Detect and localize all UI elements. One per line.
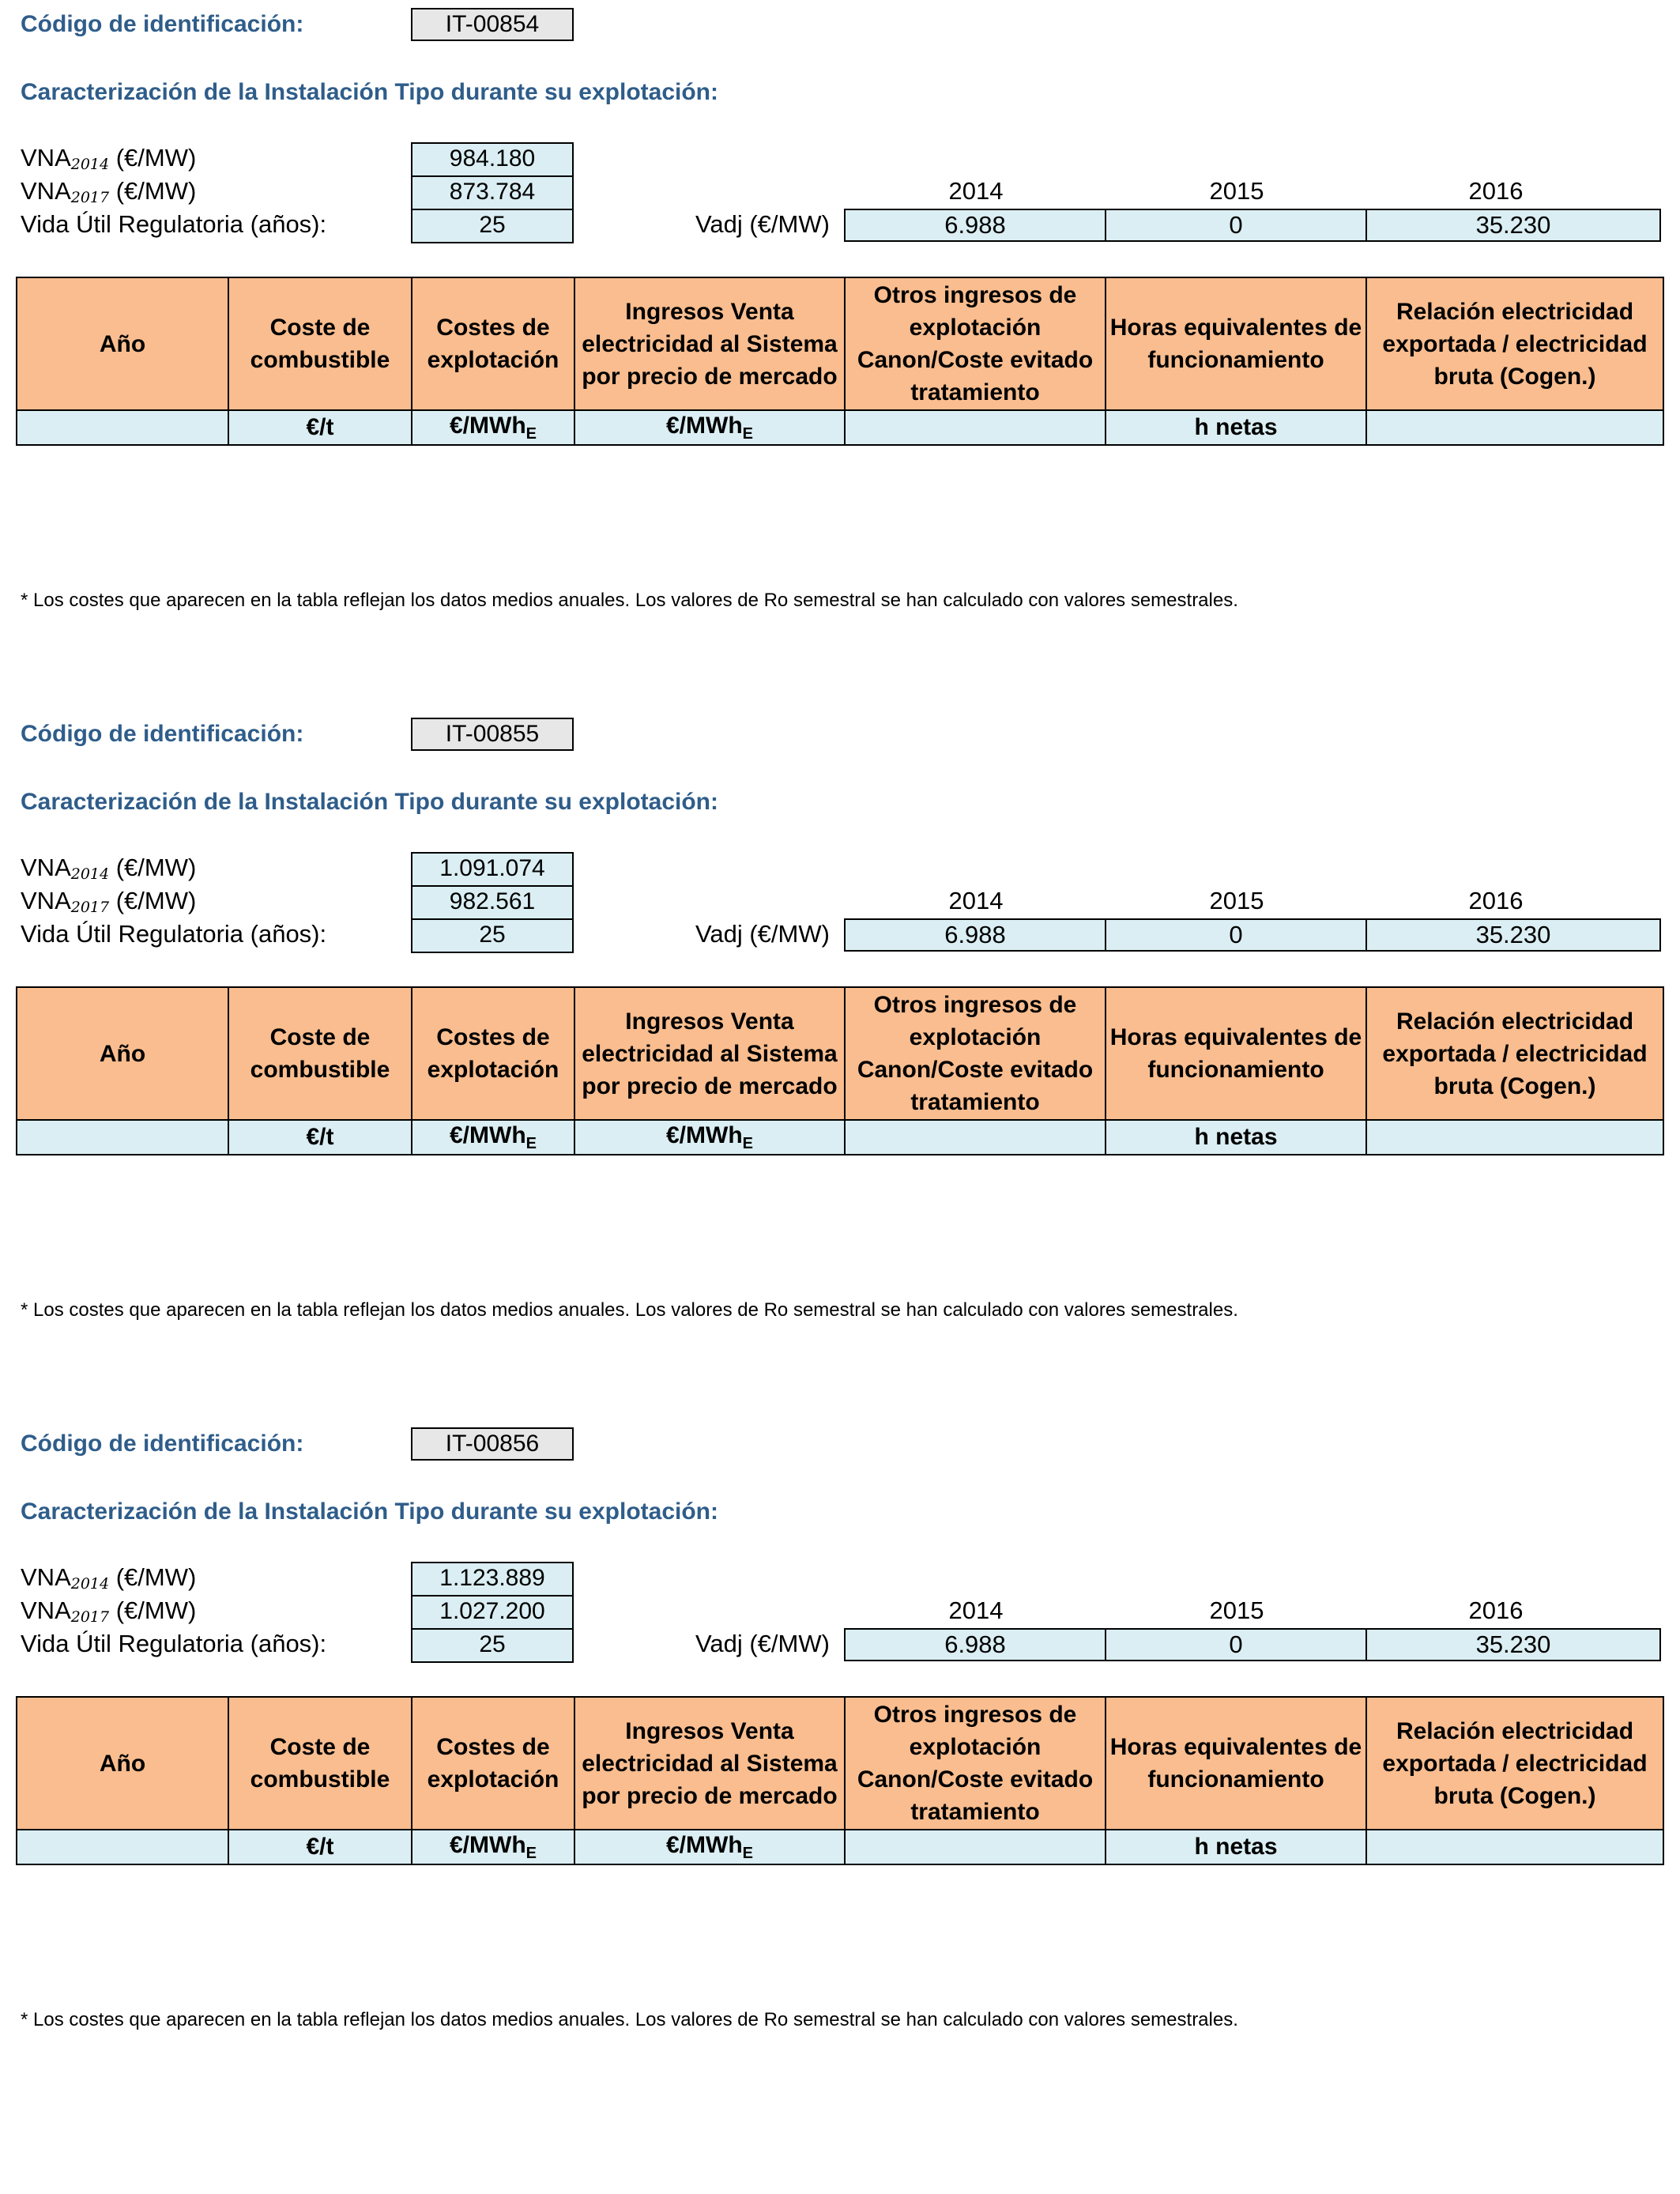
table-header-row: [17, 277, 1663, 410]
vida-util-value: 25: [411, 1628, 574, 1663]
unit-h-netas: h netas: [1106, 1120, 1366, 1155]
units-row: [17, 1830, 1663, 1864]
vadj-2016-value: 35.230: [1365, 1628, 1661, 1661]
col-header-horas-equivalentes: Horas equivalentes de funcionamiento: [1106, 987, 1366, 1120]
vadj-2015-value: 0: [1105, 1628, 1367, 1661]
vna2014-label: $VNA_{2014}$ (€/MW): [21, 854, 197, 883]
unit-h-netas: h netas: [1106, 410, 1366, 445]
vadj-label: Vadj (€/MW): [695, 210, 830, 238]
vida-util-label: Vida Útil Regulatoria (años):: [21, 210, 327, 238]
caracterizacion-heading: Caracterización de la Instalación Tipo durante su explotación:: [21, 1498, 718, 1525]
vadj-2014-value: 6.988: [844, 1628, 1106, 1661]
unit-empty: [17, 1120, 228, 1155]
codigo-label: Código de identificación:: [21, 1431, 304, 1457]
vna2017-value: 873.784: [411, 175, 574, 210]
vna2017-label: $VNA_{2017}$ (€/MW): [21, 887, 197, 916]
vadj-2016-value: 35.230: [1365, 918, 1661, 952]
codigo-label: Código de identificación:: [21, 721, 304, 747]
year-2014-header: 2014: [948, 1596, 1004, 1624]
caracterizacion-heading: Caracterización de la Instalación Tipo durante su explotación:: [21, 789, 718, 815]
vna2014-value: 1.123.889: [411, 1562, 574, 1596]
footnote: * Los costes que aparecen en la tabla reflejan los datos medios anuales. Los valores de Ro semestral se han calculado con valores semestrales.: [21, 1299, 1238, 1321]
year-2016-header: 2016: [1468, 1596, 1524, 1624]
costs-table: [16, 277, 1664, 446]
vna2014-label: $VNA_{2014}$ (€/MW): [21, 144, 197, 173]
col-header-relacion-electricidad: Relación electricidad exportada / electricidad bruta (Cogen.): [1366, 1697, 1663, 1830]
vadj-label: Vadj (€/MW): [695, 1630, 830, 1657]
vadj-values: [846, 209, 1661, 242]
year-2015-header: 2015: [1209, 1596, 1264, 1624]
unit-eur-mwh: €/MWh$_E$: [412, 1830, 574, 1864]
vna2017-value: 1.027.200: [411, 1595, 574, 1630]
unit-eur-mwh: €/MWh$_E$: [412, 410, 574, 445]
unit-empty: [845, 1120, 1106, 1155]
col-header-coste-combustible: Coste de combustible: [228, 987, 412, 1120]
units-row: [17, 1120, 1663, 1155]
year-2014-header: 2014: [948, 887, 1004, 914]
col-header-relacion-electricidad: Relación electricidad exportada / electricidad bruta (Cogen.): [1366, 277, 1663, 410]
vadj-2016-value: 35.230: [1365, 209, 1661, 242]
costs-table: [16, 986, 1664, 1155]
unit-empty: [1366, 1120, 1663, 1155]
col-header-ingresos-venta: Ingresos Venta electricidad al Sistema por precio de mercado: [574, 277, 845, 410]
code-box: IT-00854: [411, 8, 574, 41]
year-2016-header: 2016: [1468, 177, 1524, 205]
col-header-costes-explotacion: Costes de explotación: [412, 987, 574, 1120]
unit-h-netas: h netas: [1106, 1830, 1366, 1864]
vida-util-value: 25: [411, 209, 574, 243]
col-header-otros-ingresos: Otros ingresos de explotación Canon/Coste evitado tratamiento: [845, 987, 1106, 1120]
unit-eur-t: €/t: [228, 1120, 412, 1155]
unit-empty: [17, 410, 228, 445]
unit-eur-mwh: €/MWh$_E$: [412, 1120, 574, 1155]
vadj-values: [846, 1628, 1661, 1661]
vna2017-label: $VNA_{2017}$ (€/MW): [21, 177, 197, 206]
vida-util-label: Vida Útil Regulatoria (años):: [21, 1630, 327, 1657]
col-header-coste-combustible: Coste de combustible: [228, 1697, 412, 1830]
installation-section: [0, 1419, 1680, 2115]
vida-util-label: Vida Útil Regulatoria (años):: [21, 920, 327, 948]
col-header-anio: Año: [17, 277, 228, 410]
vadj-2014-value: 6.988: [844, 918, 1106, 952]
col-header-ingresos-venta: Ingresos Venta electricidad al Sistema por precio de mercado: [574, 987, 845, 1120]
col-header-costes-explotacion: Costes de explotación: [412, 1697, 574, 1830]
vadj-label: Vadj (€/MW): [695, 920, 830, 948]
unit-eur-t: €/t: [228, 1830, 412, 1864]
unit-empty: [845, 410, 1106, 445]
col-header-otros-ingresos: Otros ingresos de explotación Canon/Coste evitado tratamiento: [845, 1697, 1106, 1830]
vadj-2015-value: 0: [1105, 918, 1367, 952]
col-header-otros-ingresos: Otros ingresos de explotación Canon/Coste evitado tratamiento: [845, 277, 1106, 410]
code-box: IT-00856: [411, 1427, 574, 1461]
vna2014-value: 984.180: [411, 142, 574, 177]
units-row: [17, 410, 1663, 445]
col-header-anio: Año: [17, 1697, 228, 1830]
unit-empty: [1366, 410, 1663, 445]
col-header-relacion-electricidad: Relación electricidad exportada / electricidad bruta (Cogen.): [1366, 987, 1663, 1120]
unit-eur-mwh: €/MWh$_E$: [574, 1120, 845, 1155]
code-box: IT-00855: [411, 718, 574, 751]
codigo-label: Código de identificación:: [21, 11, 304, 37]
footnote: * Los costes que aparecen en la tabla reflejan los datos medios anuales. Los valores de Ro semestral se han calculado con valores semestrales.: [21, 2009, 1238, 2030]
table-header-row: [17, 1697, 1663, 1830]
vadj-2014-value: 6.988: [844, 209, 1106, 242]
unit-eur-mwh: €/MWh$_E$: [574, 410, 845, 445]
vna2014-label: $VNA_{2014}$ (€/MW): [21, 1563, 197, 1593]
year-2015-header: 2015: [1209, 887, 1264, 914]
year-2016-header: 2016: [1468, 887, 1524, 914]
installation-section: [0, 0, 1680, 696]
vadj-values: [846, 918, 1661, 952]
unit-eur-mwh: €/MWh$_E$: [574, 1830, 845, 1864]
costs-table: [16, 1696, 1664, 1865]
vna2017-value: 982.561: [411, 885, 574, 920]
unit-empty: [17, 1830, 228, 1864]
col-header-anio: Año: [17, 987, 228, 1120]
unit-empty: [1366, 1830, 1663, 1864]
year-2015-header: 2015: [1209, 177, 1264, 205]
col-header-horas-equivalentes: Horas equivalentes de funcionamiento: [1106, 277, 1366, 410]
unit-empty: [845, 1830, 1106, 1864]
col-header-horas-equivalentes: Horas equivalentes de funcionamiento: [1106, 1697, 1366, 1830]
year-2014-header: 2014: [948, 177, 1004, 205]
col-header-costes-explotacion: Costes de explotación: [412, 277, 574, 410]
footnote: * Los costes que aparecen en la tabla reflejan los datos medios anuales. Los valores de Ro semestral se han calculado con valores semestrales.: [21, 590, 1238, 611]
unit-eur-t: €/t: [228, 410, 412, 445]
col-header-coste-combustible: Coste de combustible: [228, 277, 412, 410]
vna2017-label: $VNA_{2017}$ (€/MW): [21, 1596, 197, 1626]
caracterizacion-heading: Caracterización de la Instalación Tipo durante su explotación:: [21, 79, 718, 105]
vna2014-value: 1.091.074: [411, 852, 574, 887]
col-header-ingresos-venta: Ingresos Venta electricidad al Sistema por precio de mercado: [574, 1697, 845, 1830]
vadj-2015-value: 0: [1105, 209, 1367, 242]
vida-util-value: 25: [411, 918, 574, 953]
installation-section: [0, 710, 1680, 1405]
table-header-row: [17, 987, 1663, 1120]
